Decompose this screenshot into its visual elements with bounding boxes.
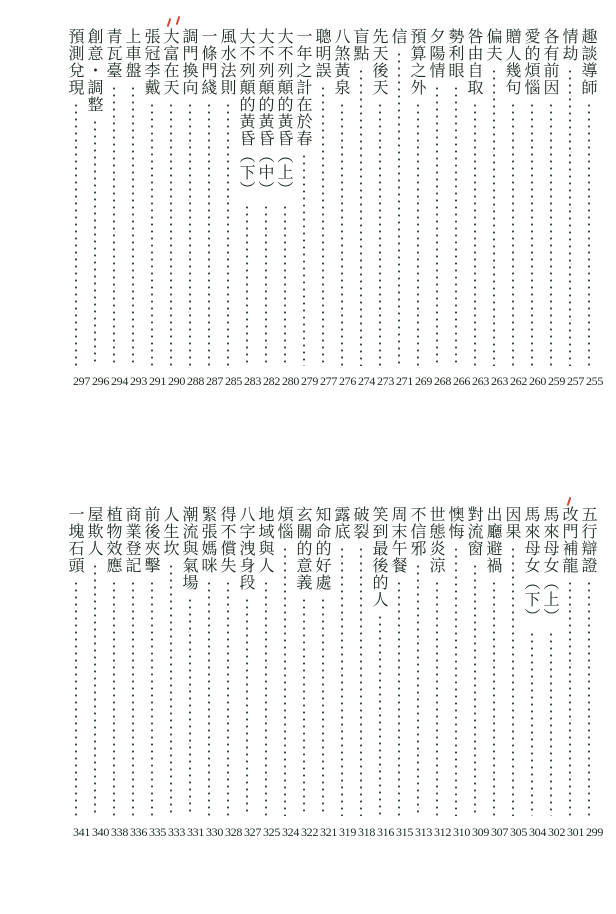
- dotted-leader: [531, 102, 533, 366]
- toc-entry-title: 地域與人: [256, 506, 275, 574]
- toc-page-number: 338: [110, 825, 129, 839]
- toc-page-number: 273: [376, 374, 395, 388]
- toc-entry: [446, 506, 465, 816]
- toc-entry-title: 人生坎: [161, 506, 180, 557]
- toc-entry-title: 一塊石頭: [66, 506, 85, 574]
- toc-entry-title: 知命的好處: [313, 506, 332, 591]
- dotted-leader: [379, 102, 381, 366]
- toc-page-number: 288: [186, 374, 205, 388]
- toc-entry: [218, 506, 237, 816]
- toc-entry: [66, 506, 85, 816]
- toc-page-number: 257: [566, 374, 585, 388]
- toc-entry-title: 世態炎涼: [427, 506, 446, 574]
- dotted-leader: [265, 204, 267, 366]
- toc-entry: [180, 506, 199, 816]
- dotted-leader: [227, 580, 229, 816]
- toc-entry: [256, 506, 275, 816]
- dotted-leader: [417, 102, 419, 366]
- dotted-leader: [569, 68, 571, 366]
- toc-entry-title: 調門換向: [180, 28, 199, 96]
- dotted-leader: [208, 102, 210, 366]
- toc-page-number: 263: [471, 374, 490, 388]
- dotted-leader: [474, 563, 476, 816]
- toc-entry-title: 愛的煩惱: [522, 28, 541, 96]
- dotted-leader: [151, 102, 153, 366]
- toc-page-number: 307: [490, 825, 509, 839]
- toc-entry-title: 植物效應: [104, 506, 123, 574]
- dotted-leader: [512, 102, 514, 366]
- toc-page-number: 299: [585, 825, 604, 839]
- toc-page-number: 331: [186, 825, 205, 839]
- toc-entry: [142, 28, 161, 366]
- dotted-leader: [398, 580, 400, 816]
- toc-entry-title: 前後夾擊: [142, 506, 161, 574]
- dotted-leader: [436, 580, 438, 816]
- toc-page-number: 304: [528, 825, 547, 839]
- toc-entry: [465, 506, 484, 816]
- toc-page-number: 277: [319, 374, 338, 388]
- toc-page-number: 293: [129, 374, 148, 388]
- toc-entry-title: 預算之外: [408, 28, 427, 96]
- dotted-leader: [227, 102, 229, 366]
- toc-entry: [199, 28, 218, 366]
- toc-page-number: 324: [281, 825, 300, 839]
- dotted-leader: [512, 546, 514, 816]
- dotted-leader: [398, 51, 400, 366]
- dotted-leader: [303, 153, 305, 366]
- toc-entry: [370, 28, 389, 366]
- toc-page-number: 301: [566, 825, 585, 839]
- dotted-leader: [341, 102, 343, 366]
- dotted-leader: [341, 546, 343, 816]
- toc-entry: [199, 506, 218, 816]
- toc-entry: [579, 506, 598, 816]
- toc-entry: [408, 28, 427, 366]
- toc-entry-title: 緊張媽咪: [199, 506, 218, 574]
- toc-entry-title: 懊悔: [446, 506, 465, 540]
- dotted-leader: [436, 85, 438, 366]
- toc-entry: [294, 506, 313, 816]
- toc-page-number: 282: [262, 374, 281, 388]
- toc-entry: [161, 28, 180, 366]
- dotted-leader: [94, 119, 96, 366]
- toc-page-number: 297: [72, 374, 91, 388]
- toc-page-number: 268: [433, 374, 452, 388]
- toc-entry-title: 一年之計在於春: [294, 28, 313, 147]
- toc-page-number: 287: [205, 374, 224, 388]
- dotted-leader: [246, 597, 248, 816]
- toc-entry: [123, 506, 142, 816]
- dotted-leader: [531, 631, 533, 816]
- dotted-leader: [132, 580, 134, 816]
- toc-page-numbers-top: [72, 374, 604, 389]
- toc-page-number: 260: [528, 374, 547, 388]
- toc-page-number: 274: [357, 374, 376, 388]
- toc-entry-title: 偏夫: [484, 28, 503, 62]
- toc-entry-title: 破裂: [351, 506, 370, 540]
- toc-entry: [332, 28, 351, 366]
- toc-entry-title: 聰明誤: [313, 28, 332, 79]
- toc-entry-title: 各有前因: [541, 28, 560, 96]
- toc-entry: [180, 28, 199, 366]
- toc-entry: [427, 28, 446, 366]
- dotted-leader: [550, 631, 552, 816]
- toc-entry: [104, 506, 123, 816]
- toc-page-number: 312: [433, 825, 452, 839]
- toc-page-number: 309: [471, 825, 490, 839]
- dotted-leader: [379, 614, 381, 816]
- toc-entry: [541, 28, 560, 366]
- toc-page-number: 296: [91, 374, 110, 388]
- toc-entry: [275, 506, 294, 816]
- dotted-leader: [265, 580, 267, 816]
- dotted-leader: [550, 102, 552, 366]
- dotted-leader: [132, 85, 134, 366]
- toc-page-number: 305: [509, 825, 528, 839]
- toc-entry: [85, 28, 104, 366]
- toc-entry-title: 商業登記: [123, 506, 142, 574]
- toc-entry: [351, 28, 370, 366]
- toc-page-number: 310: [452, 825, 471, 839]
- toc-entry: [560, 28, 579, 366]
- dotted-leader: [208, 580, 210, 816]
- toc-entry-title: 改門補龍: [560, 506, 579, 574]
- dotted-leader: [588, 580, 590, 816]
- toc-entry-title: 煩惱: [275, 506, 294, 540]
- toc-page-number: 294: [110, 374, 129, 388]
- dotted-leader: [284, 204, 286, 366]
- toc-entry-title: 潮流與氣場: [180, 506, 199, 591]
- toc-entries-bottom: [66, 506, 598, 816]
- toc-entry: [503, 506, 522, 816]
- toc-entry-title: 馬來母女（上）: [541, 506, 560, 625]
- dotted-leader: [322, 85, 324, 366]
- toc-entry-title: 大富在天: [161, 28, 180, 96]
- dotted-leader: [284, 546, 286, 816]
- toc-entry-title: 創意・調整: [85, 28, 104, 113]
- toc-page-number: 325: [262, 825, 281, 839]
- dotted-leader: [75, 102, 77, 366]
- toc-page-number: 313: [414, 825, 433, 839]
- toc-page-number: 276: [338, 374, 357, 388]
- toc-page-number: 333: [167, 825, 186, 839]
- toc-entry-title: 風水法則: [218, 28, 237, 96]
- toc-page-number: 321: [319, 825, 338, 839]
- toc-entry-title: 上車盤: [123, 28, 142, 79]
- toc-page-number: 266: [452, 374, 471, 388]
- toc-entry: [85, 506, 104, 816]
- dotted-leader: [493, 580, 495, 816]
- dotted-leader: [588, 102, 590, 366]
- toc-entry: [370, 506, 389, 816]
- toc-entry: [351, 506, 370, 816]
- toc-entry-title: 盲點: [351, 28, 370, 62]
- dotted-leader: [170, 102, 172, 366]
- dotted-leader: [189, 102, 191, 366]
- toc-entry-title: 對流窗: [465, 506, 484, 557]
- toc-entry-title: 笑到最後的人: [370, 506, 389, 608]
- toc-entry: [313, 506, 332, 816]
- toc-entry-title: 馬來母女（下）: [522, 506, 541, 625]
- toc-entry: [522, 506, 541, 816]
- toc-page-number: 285: [224, 374, 243, 388]
- toc-entry-title: 張冠李戴: [142, 28, 161, 96]
- toc-entry-title: 出廳避禍: [484, 506, 503, 574]
- toc-entry: [237, 506, 256, 816]
- dotted-leader: [360, 546, 362, 816]
- toc-entry: [541, 506, 560, 816]
- toc-entry: [560, 506, 579, 816]
- toc-entry-title: 夕陽情: [427, 28, 446, 79]
- toc-section-top: [0, 0, 616, 420]
- toc-page-number: 262: [509, 374, 528, 388]
- toc-entry: [294, 28, 313, 366]
- toc-page-numbers-bottom: [72, 825, 604, 840]
- dotted-leader: [189, 597, 191, 816]
- toc-page-number: 336: [129, 825, 148, 839]
- toc-entry: [465, 28, 484, 366]
- dotted-leader: [455, 546, 457, 816]
- dotted-leader: [151, 580, 153, 816]
- toc-entry-title: 大不列顛的黃昏（下）: [237, 28, 256, 198]
- toc-section-bottom: [0, 480, 616, 900]
- toc-page-number: 271: [395, 374, 414, 388]
- dotted-leader: [417, 563, 419, 816]
- dotted-leader: [113, 580, 115, 816]
- toc-page-number: 328: [224, 825, 243, 839]
- dotted-leader: [493, 68, 495, 366]
- toc-page-number: 319: [338, 825, 357, 839]
- toc-page-number: 315: [395, 825, 414, 839]
- toc-page-number: 263: [490, 374, 509, 388]
- toc-entry: [389, 506, 408, 816]
- toc-page-number: 255: [585, 374, 604, 388]
- toc-entry-title: 五行辯證: [579, 506, 598, 574]
- dotted-leader: [569, 580, 571, 816]
- toc-entry: [142, 506, 161, 816]
- toc-entry: [275, 28, 294, 366]
- dotted-leader: [303, 597, 305, 816]
- toc-entry: [218, 28, 237, 366]
- toc-entry: [484, 506, 503, 816]
- toc-page-number: 280: [281, 374, 300, 388]
- toc-entry: [161, 506, 180, 816]
- toc-page-number: 335: [148, 825, 167, 839]
- toc-entry-title: 大不列顛的黃昏（中）: [256, 28, 275, 198]
- toc-entry-title: 勢利眼: [446, 28, 465, 79]
- dotted-leader: [94, 563, 96, 816]
- toc-entry: [484, 28, 503, 366]
- toc-entry-title: 先天後天: [370, 28, 389, 96]
- toc-entry: [66, 28, 85, 366]
- toc-entry-title: 大不列顛的黃昏（上）: [275, 28, 294, 198]
- toc-entry-title: 得不償失: [218, 506, 237, 574]
- toc-entry-title: 一條門綫: [199, 28, 218, 96]
- toc-entry: [313, 28, 332, 366]
- toc-page-number: 290: [167, 374, 186, 388]
- toc-entries-top: [66, 28, 598, 366]
- toc-entry: [123, 28, 142, 366]
- toc-entry: [446, 28, 465, 366]
- dotted-leader: [360, 68, 362, 366]
- toc-entry-title: 預測兌現: [66, 28, 85, 96]
- toc-entry-title: 因果: [503, 506, 522, 540]
- toc-page-number: 341: [72, 825, 91, 839]
- toc-entry-title: 玄關的意義: [294, 506, 313, 591]
- toc-entry: [522, 28, 541, 366]
- dotted-leader: [455, 85, 457, 366]
- toc-entry: [237, 28, 256, 366]
- toc-entry-title: 信: [389, 28, 408, 45]
- toc-entry-title: 八煞黃泉: [332, 28, 351, 96]
- dotted-leader: [113, 85, 115, 366]
- toc-page-number: 269: [414, 374, 433, 388]
- toc-entry-title: 不信邪: [408, 506, 427, 557]
- toc-entry-title: 咎由自取: [465, 28, 484, 96]
- toc-page-number: 291: [148, 374, 167, 388]
- toc-page-number: 302: [547, 825, 566, 839]
- toc-page-number: 340: [91, 825, 110, 839]
- dotted-leader: [75, 580, 77, 816]
- toc-page-number: 330: [205, 825, 224, 839]
- toc-entry: [104, 28, 123, 366]
- toc-entry: [579, 28, 598, 366]
- toc-page-number: 322: [300, 825, 319, 839]
- dotted-leader: [474, 102, 476, 366]
- toc-entry: [256, 28, 275, 366]
- dotted-leader: [246, 204, 248, 366]
- toc-page-number: 259: [547, 374, 566, 388]
- toc-entry-title: 八字洩身段: [237, 506, 256, 591]
- dotted-leader: [322, 597, 324, 816]
- toc-entry-title: 青瓦臺: [104, 28, 123, 79]
- toc-entry: [503, 28, 522, 366]
- toc-entry-title: 贈人幾句: [503, 28, 522, 96]
- toc-entry: [408, 506, 427, 816]
- toc-entry-title: 情劫: [560, 28, 579, 62]
- toc-entry-title: 露底: [332, 506, 351, 540]
- toc-entry: [332, 506, 351, 816]
- toc-entry-title: 屋欺人: [85, 506, 104, 557]
- dotted-leader: [170, 563, 172, 816]
- toc-page-number: 283: [243, 374, 262, 388]
- toc-page-number: 318: [357, 825, 376, 839]
- toc-page-number: 316: [376, 825, 395, 839]
- toc-entry-title: 周末午餐: [389, 506, 408, 574]
- toc-entry: [389, 28, 408, 366]
- toc-entry-title: 趣談導師: [579, 28, 598, 96]
- toc-page-number: 327: [243, 825, 262, 839]
- toc-page-number: 279: [300, 374, 319, 388]
- toc-entry: [427, 506, 446, 816]
